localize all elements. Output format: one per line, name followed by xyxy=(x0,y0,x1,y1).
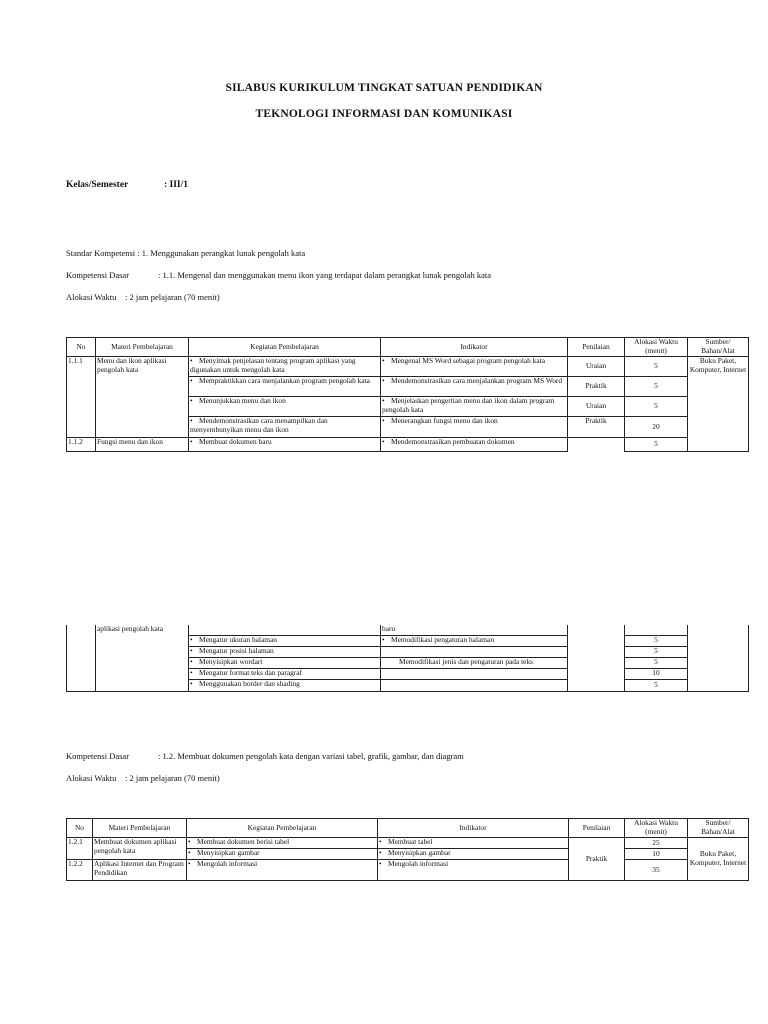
table-row xyxy=(67,625,749,635)
kompetensi-dasar-2-value: : 1.2. Membuat dokumen pengolah kata dengan variasi tabel, grafik, gambar, dan diagram xyxy=(158,751,464,761)
kegiatan-cell: • Mengolah informasi xyxy=(187,860,378,881)
kegiatan-cell: • Mengatur posisi halaman xyxy=(189,646,381,657)
kelas-value: : III/1 xyxy=(164,180,189,190)
header-alokasi: Alokasi Waktu (menit) xyxy=(625,338,688,357)
indikator-cell: • Mendemonstrasikan pembuatan dokumen xyxy=(381,438,568,452)
kompetensi-dasar-2-label: Kompetensi Dasar xyxy=(66,751,130,761)
kegiatan-cell: • Menggunakan border dan shading xyxy=(189,679,381,691)
header-materi: Materi Pembelajaran xyxy=(96,338,189,357)
kegiatan-cell: • Mendemonstrasikan cara menampilkan dan menyembunyikan menu dan ikon xyxy=(189,417,381,438)
alokasi-cell: 10 xyxy=(625,668,688,679)
indikator-cell: • Menerangkan fungsi menu dan ikon xyxy=(381,417,568,438)
alokasi-cell: 5 xyxy=(625,657,688,668)
kompetensi-dasar-value: : 1.1. Mengenal dan menggunakan menu ikon yang terdapat dalam perangkat lunak pengolah kata xyxy=(158,270,492,280)
alokasi-cell: 10 xyxy=(625,849,688,860)
kegiatan-cell xyxy=(189,625,381,635)
sumber-cell: Buku Paket, Komputer, Internet xyxy=(688,838,749,881)
indikator-cell: • Membuat tabel xyxy=(378,838,569,849)
alokasi-cell: 5 xyxy=(625,357,688,377)
materi-cell: Menu dan ikon aplikasi pengolah kata xyxy=(96,357,189,438)
row-number: 1.1.2 xyxy=(67,438,96,452)
indikator-cell xyxy=(381,679,568,691)
table-row xyxy=(67,438,749,452)
table-row xyxy=(67,860,749,881)
alokasi-waktu-value: : 2 jam pelajaran (70 menit) xyxy=(125,292,220,302)
table-row xyxy=(67,357,749,377)
penilaian-cell: Uraian xyxy=(568,357,625,377)
penilaian-cell: Praktik xyxy=(568,377,625,397)
penilaian-cell: Praktik xyxy=(568,417,625,438)
kegiatan-cell: • Menyimak penjelasan tentang program aplikasi yang digunakan untuk mengolah kata xyxy=(189,357,381,377)
kegiatan-cell: • Mengatur format teks dan paragraf xyxy=(189,668,381,679)
materi-cell: aplikasi pengolah kata xyxy=(96,625,189,691)
penilaian-cell xyxy=(568,625,625,691)
alokasi-cell: 35 xyxy=(625,860,688,881)
alokasi-cell: 25 xyxy=(625,838,688,849)
penilaian-cell: Praktik xyxy=(569,838,625,881)
alokasi-cell: 5 xyxy=(625,438,688,452)
materi-cell: Aplikasi Internet dan Program Pendidikan xyxy=(93,860,187,881)
penilaian-cell xyxy=(568,438,625,452)
row-number: 1.1.1 xyxy=(67,357,96,438)
standar-kompetensi: Standar Kompetensi : 1. Menggunakan perangkat lunak pengolah kata xyxy=(66,248,306,258)
table-row xyxy=(67,838,749,849)
header-kegiatan: Kegiatan Pembelajaran xyxy=(189,338,381,357)
header-sumber: Sumber/ Bahan/Alat xyxy=(688,819,749,838)
alokasi-cell: 20 xyxy=(625,417,688,438)
row-number: 1.2.2 xyxy=(67,860,93,881)
indikator-cell: • Mengolah informasi xyxy=(378,860,569,881)
indikator-cell: • Memodifikasi pengaturan halaman xyxy=(381,635,568,646)
alokasi-cell xyxy=(625,625,688,635)
indikator-cell xyxy=(381,646,568,657)
indikator-cell: • Menyisipkan gambar xyxy=(378,849,569,860)
materi-cell: Fungsi menu dan ikon xyxy=(96,438,189,452)
alokasi-waktu-label: Alokasi Waktu xyxy=(66,292,117,302)
kegiatan-cell: • Mempraktikkan cara menjalankan program pengolah kata xyxy=(189,377,381,397)
alokasi-cell: 5 xyxy=(625,646,688,657)
header-indikator: Indikator xyxy=(378,819,569,838)
header-penilaian: Penilaian xyxy=(568,338,625,357)
alokasi-cell: 5 xyxy=(625,635,688,646)
kegiatan-cell: • Menyisipkan wordart xyxy=(189,657,381,668)
header-alokasi: Alokasi Waktu (menit) xyxy=(625,819,688,838)
header-indikator: Indikator xyxy=(381,338,568,357)
kegiatan-cell: • Mengatur ukuran halaman xyxy=(189,635,381,646)
indikator-cell: baru xyxy=(381,625,568,635)
header-kegiatan: Kegiatan Pembelajaran xyxy=(187,819,378,838)
header-materi: Materi Pembelajaran xyxy=(93,819,187,838)
alokasi-cell: 5 xyxy=(625,397,688,417)
header-penilaian: Penilaian xyxy=(569,819,625,838)
kelas-label: Kelas/Semester xyxy=(66,180,129,190)
alokasi-cell: 5 xyxy=(625,679,688,691)
kegiatan-cell: • Membuat dokumen berisi tabel xyxy=(187,838,378,849)
kompetensi-dasar-label: Kompetensi Dasar xyxy=(66,270,130,280)
indikator-cell xyxy=(381,668,568,679)
header-sumber: Sumber/ Bahan/Alat xyxy=(688,338,749,357)
row-number: 1.2.1 xyxy=(67,838,93,860)
penilaian-cell: Uraian xyxy=(568,397,625,417)
document-title: SILABUS KURIKULUM TINGKAT SATUAN PENDIDIKAN xyxy=(225,82,543,94)
row-number xyxy=(67,625,96,691)
header-no: No xyxy=(67,338,96,357)
alokasi-waktu-2-value: : 2 jam pelajaran (70 menit) xyxy=(125,773,220,783)
kegiatan-cell: • Membuat dokumen baru xyxy=(189,438,381,452)
document-subtitle: TEKNOLOGI INFORMASI DAN KOMUNIKASI xyxy=(255,108,513,120)
indikator-cell: • Mendemonstrasikan cara menjalankan program MS Word xyxy=(381,377,568,397)
sumber-cell: Buku Paket, Komputer, Internet xyxy=(688,357,749,452)
alokasi-waktu-2-label: Alokasi Waktu xyxy=(66,773,117,783)
indikator-cell: • Menjelaskan pengertian menu dan ikon dalam program pengolah kata xyxy=(381,397,568,417)
alokasi-cell: 5 xyxy=(625,377,688,397)
syllabus-table-1-continued xyxy=(66,625,749,692)
syllabus-table-1 xyxy=(66,337,749,452)
kegiatan-cell: • Menunjukkan menu dan ikon xyxy=(189,397,381,417)
header-no: No xyxy=(67,819,93,838)
materi-cell: Membuat dokumen aplikasi pengolah kata xyxy=(93,838,187,860)
indikator-cell: • Mengenal MS Word sebagai program pengolah kata xyxy=(381,357,568,377)
kegiatan-cell: • Menyisipkan gambar xyxy=(187,849,378,860)
syllabus-table-2 xyxy=(66,818,749,881)
indikator-cell: Memodifikasi jenis dan pengaturan pada teks xyxy=(381,657,568,668)
sumber-cell xyxy=(688,625,749,691)
